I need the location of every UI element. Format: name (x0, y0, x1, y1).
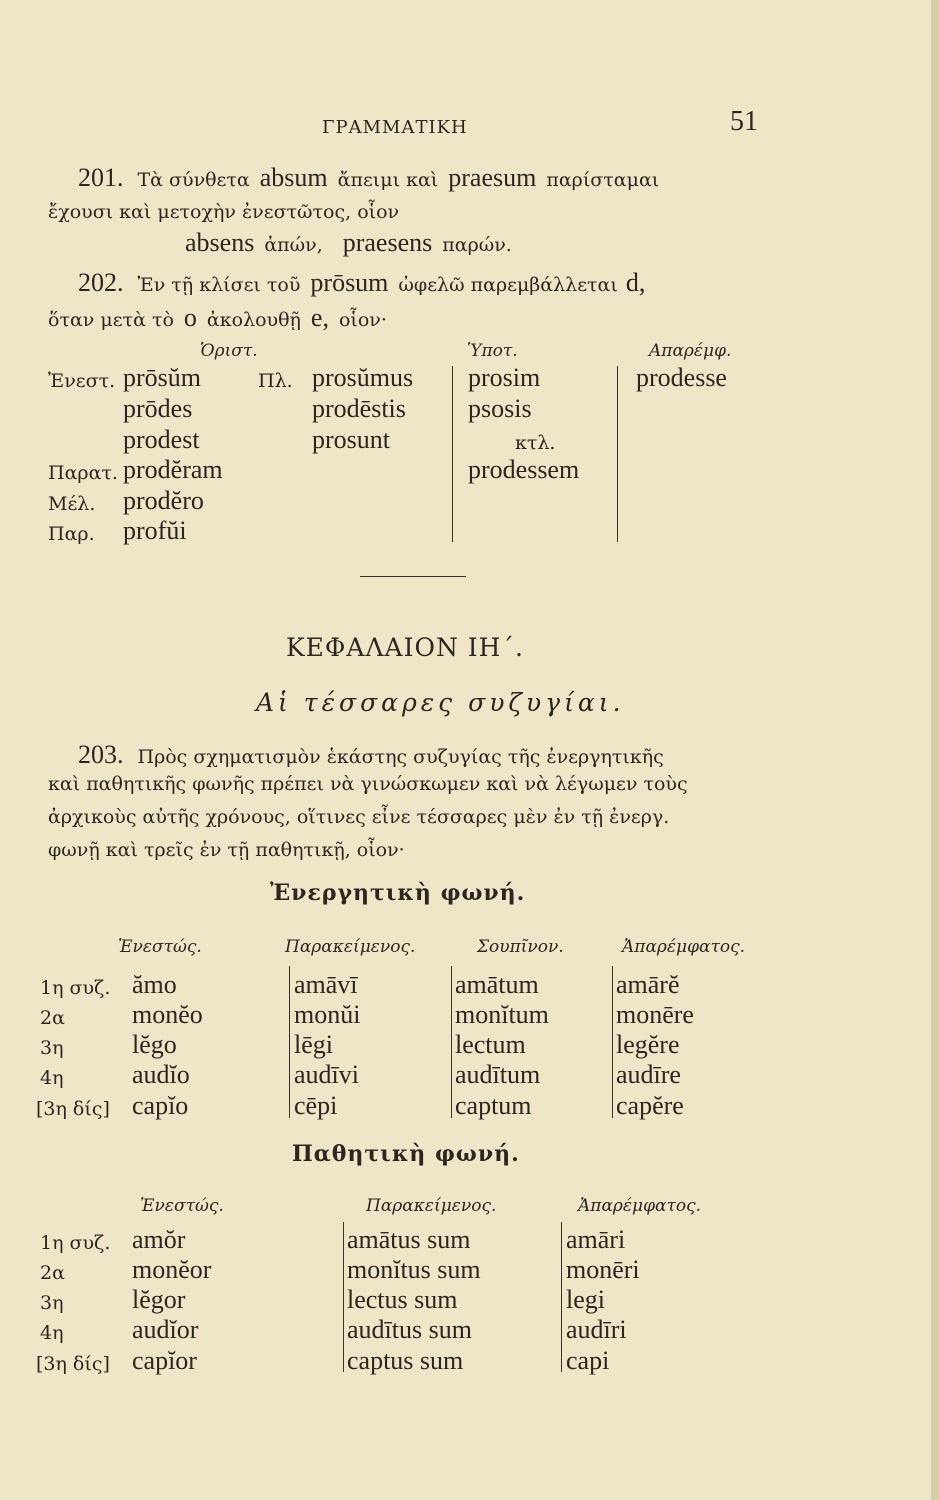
conjugation-label: 2α (40, 1007, 65, 1029)
table-divider (289, 966, 290, 1118)
latin-term: praesens (342, 228, 433, 257)
greek-text: Πρὸς σχηματισμὸν ἑκάστης συζυγίας τῆς ἐνεργητικῆς (137, 746, 664, 768)
conjugated-form: prodessem (468, 455, 580, 484)
verb-form: monēre (616, 1000, 694, 1029)
verb-form: ămo (132, 970, 177, 999)
conjugated-form: prosunt (312, 425, 390, 454)
running-title: ΓΡΑΜΜΑΤΙΚΗ (322, 117, 468, 138)
conjugation-label: 4η (40, 1067, 64, 1089)
page-number: 51 (730, 106, 758, 137)
verb-form: legĕre (616, 1030, 680, 1059)
conjugated-form: prosŭmus (312, 363, 414, 392)
conjugation-label: [3η δίς] (36, 1353, 110, 1375)
verb-form: lectus sum (347, 1285, 458, 1314)
greek-text: παρίσταμαι (546, 169, 660, 191)
column-header: Σουπῖνον. (477, 937, 564, 957)
tense-label: Ἐνεστ. (48, 370, 116, 392)
column-header: Παρακείμενος. (366, 1196, 497, 1216)
section-number: 201. (78, 163, 124, 192)
conjugation-label: 2α (40, 1262, 65, 1284)
verb-form: amāri (566, 1225, 626, 1254)
column-header: Ἀπαρέμφατος. (578, 1196, 702, 1216)
verb-form: audīri (566, 1315, 627, 1344)
section-203-line-4: φωνῇ καὶ τρεῖς ἐν τῇ παθητικῇ, οἷον· (48, 839, 405, 861)
table-divider (452, 366, 453, 542)
greek-text: Τὰ σύνθετα (137, 169, 250, 191)
conjugated-form: psosis (468, 394, 532, 423)
latin-term: o (183, 303, 197, 332)
section-201-line-1 (78, 163, 659, 193)
section-201-line-2: ἔχουσι καὶ μετοχὴν ἐνεστῶτος, οἷον (48, 201, 400, 223)
conjugation-label: [3η δίς] (36, 1098, 110, 1120)
verb-form: audĭor (132, 1315, 199, 1344)
verb-form: capĭor (132, 1346, 197, 1375)
table-divider (617, 366, 618, 542)
section-divider (360, 576, 466, 577)
tense-label: Παρ. (48, 523, 95, 545)
conjugated-form: prodĕram (123, 455, 223, 484)
section-203-line-2: καὶ παθητικῆς φωνῆς πρέπει νὰ γινώσκωμεν καὶ νὰ λέγωμεν τοὺς (48, 773, 688, 795)
verb-form: monĕor (132, 1255, 212, 1284)
verb-form: lĕgor (132, 1285, 186, 1314)
greek-text: ἀκολουθῇ (206, 309, 301, 331)
latin-term: e, (310, 303, 329, 332)
verb-form: audīre (616, 1060, 681, 1089)
table-divider (343, 1222, 344, 1372)
column-header: Ἐνεστώς. (140, 1196, 224, 1216)
section-202-line-1 (78, 268, 645, 298)
verb-form: captus sum (347, 1346, 464, 1375)
page-edge (931, 0, 939, 1500)
section-203-line-3: ἀρχικοὺς αὐτῆς χρόνους, οἵτινες εἶνε τέσσαρες μὲν ἐν τῇ ἐνεργ. (48, 806, 670, 828)
table-divider (451, 966, 452, 1118)
verb-form: captum (455, 1091, 532, 1120)
conjugated-form: prodesse (636, 363, 727, 392)
column-header: Ἀπαρέμφατος. (622, 937, 746, 957)
verb-form: amārĕ (616, 970, 680, 999)
verb-form: amŏr (132, 1225, 186, 1254)
conjugated-form: prodēstis (312, 394, 406, 423)
verb-form: cēpi (294, 1091, 338, 1120)
greek-text: οἷον· (338, 309, 387, 331)
etc-abbrev: κτλ. (515, 432, 556, 454)
verb-form: capi (566, 1346, 610, 1375)
tense-label: Μέλ. (48, 493, 96, 515)
conjugated-form: prōsŭm (123, 363, 201, 392)
passive-voice-title: Παθητικὴ φωνή. (292, 1141, 520, 1167)
conjugation-label: 4η (40, 1322, 64, 1344)
header-indicative: Ὁριστ. (200, 341, 258, 361)
verb-form: monĭtum (455, 1000, 549, 1029)
verb-form: lĕgo (132, 1030, 177, 1059)
verb-form: audīvi (294, 1060, 359, 1089)
verb-form: monēri (566, 1255, 640, 1284)
chapter-title: ΚΕΦΑΛΑΙΟΝ ΙΗ΄. (286, 633, 524, 662)
header-infinitive: Απαρέμφ. (649, 341, 732, 361)
section-202-line-2 (48, 303, 387, 333)
greek-text: Ἐν τῇ κλίσει τοῦ (137, 274, 301, 296)
conjugated-form: profŭi (123, 516, 187, 545)
tense-label: Παρατ. (48, 462, 118, 484)
verb-form: lectum (455, 1030, 526, 1059)
verb-form: amātus sum (347, 1225, 471, 1254)
conjugated-form: prosim (468, 363, 541, 392)
verb-form: capĭo (132, 1091, 189, 1120)
verb-form: legi (566, 1285, 605, 1314)
greek-text: ὠφελῶ παρεμβάλλεται (398, 274, 618, 296)
header-subjunctive: Ὑποτ. (467, 341, 518, 361)
section-number: 203. (78, 740, 124, 769)
verb-form: monŭi (294, 1000, 361, 1029)
verb-form: monĭtus sum (347, 1255, 481, 1284)
chapter-subtitle: Αἱ τέσσαρες συζυγίαι. (256, 688, 625, 717)
section-203-line-1 (78, 740, 664, 770)
number-label: Πλ. (258, 370, 293, 392)
verb-form: audĭo (132, 1060, 190, 1089)
verb-form: monĕo (132, 1000, 203, 1029)
conjugation-label: 1η συζ. (40, 977, 111, 999)
section-number: 202. (78, 268, 124, 297)
latin-term: absum (259, 163, 328, 192)
verb-form: amāvī (294, 970, 358, 999)
table-divider (612, 966, 613, 1118)
greek-text: ὅταν μετὰ τὸ (48, 309, 174, 331)
active-voice-title: Ἐνεργητικὴ φωνή. (270, 880, 526, 906)
latin-term: d, (625, 268, 646, 297)
greek-text: παρών. (442, 234, 512, 256)
greek-text: ἄπειμι καὶ (337, 169, 439, 191)
latin-term: prōsum (310, 268, 389, 297)
conjugation-label: 1η συζ. (40, 1232, 111, 1254)
greek-text: ἀπών, (264, 234, 323, 256)
column-header: Παρακείμενος. (285, 937, 416, 957)
latin-term: absens (185, 228, 255, 257)
table-divider (561, 1222, 562, 1372)
conjugated-form: prodest (123, 425, 200, 454)
latin-term: praesum (448, 163, 537, 192)
verb-form: capĕre (616, 1091, 684, 1120)
verb-form: audītus sum (347, 1315, 472, 1344)
conjugation-label: 3η (40, 1292, 64, 1314)
section-201-line-3 (185, 228, 512, 258)
verb-form: lēgi (294, 1030, 333, 1059)
conjugated-form: prodĕro (123, 486, 204, 515)
verb-form: amātum (455, 970, 539, 999)
conjugation-label: 3η (40, 1037, 64, 1059)
column-header: Ἐνεστώς. (118, 937, 202, 957)
verb-form: audītum (455, 1060, 541, 1089)
conjugated-form: prōdes (123, 394, 193, 423)
